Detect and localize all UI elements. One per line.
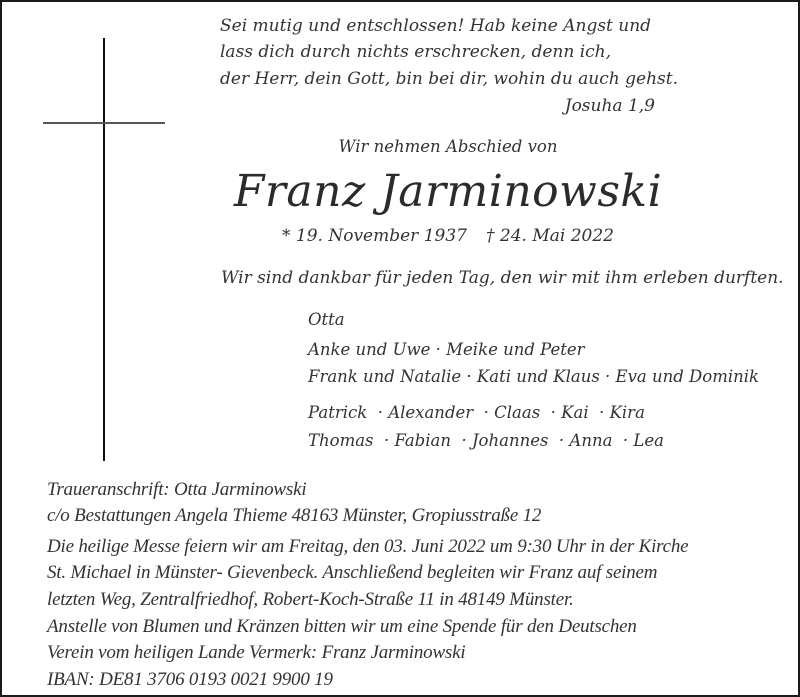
- family-spouse: Otta: [308, 310, 345, 329]
- quote-line-3: der Herr, dein Gott, bin bei dir, wohin du auch gehst.: [220, 69, 678, 89]
- details-line-4: St. Michael in Münster- Gievenbeck. Anschließend begleiten wir Franz auf seinem: [47, 562, 658, 583]
- family-children-line-1: Anke und Uwe · Meike und Peter: [308, 340, 585, 359]
- details-line-8-iban: IBAN: DE81 3706 0193 0021 9900 19: [47, 669, 333, 690]
- family-grandchildren-line-1: Patrick · Alexander · Claas · Kai · Kira: [308, 403, 645, 422]
- quote-source: Josuha 1,9: [564, 96, 655, 116]
- details-line-1: Traueranschrift: Otta Jarminowski: [47, 479, 307, 500]
- family-grandchildren-line-2: Thomas · Fabian · Johannes · Anna · Lea: [308, 431, 664, 450]
- gratitude-text: Wir sind dankbar für jeden Tag, den wir mit ihm erleben durften.: [221, 268, 784, 288]
- cross-icon-vertical-bar: [103, 38, 105, 461]
- details-line-2: c/o Bestattungen Angela Thieme 48163 Münster, Gropiusstraße 12: [47, 505, 542, 526]
- intro-text: Wir nehmen Abschied von: [338, 137, 558, 156]
- details-line-3: Die heilige Messe feiern wir am Freitag, den 03. Juni 2022 um 9:30 Uhr in der Kirche: [47, 536, 689, 557]
- details-line-7: Verein vom heiligen Lande Vermerk: Franz Jarminowski: [47, 642, 466, 663]
- details-line-5: letzten Weg, Zentralfriedhof, Robert-Koch-Straße 11 in 48149 Münster.: [47, 589, 574, 610]
- family-children-line-2: Frank und Natalie · Kati und Klaus · Eva und Dominik: [308, 367, 760, 386]
- death-date: † 24. Mai 2022: [486, 226, 614, 246]
- deceased-name: Franz Jarminowski: [233, 166, 663, 217]
- cross-icon-horizontal-bar: [43, 122, 165, 124]
- quote-line-1: Sei mutig und entschlossen! Hab keine Angst und: [220, 16, 652, 36]
- quote-line-2: lass dich durch nichts erschrecken, denn ich,: [220, 42, 612, 62]
- details-line-6: Anstelle von Blumen und Kränzen bitten wir um eine Spende für den Deutschen: [47, 616, 637, 637]
- birth-date: * 19. November 1937: [282, 226, 467, 246]
